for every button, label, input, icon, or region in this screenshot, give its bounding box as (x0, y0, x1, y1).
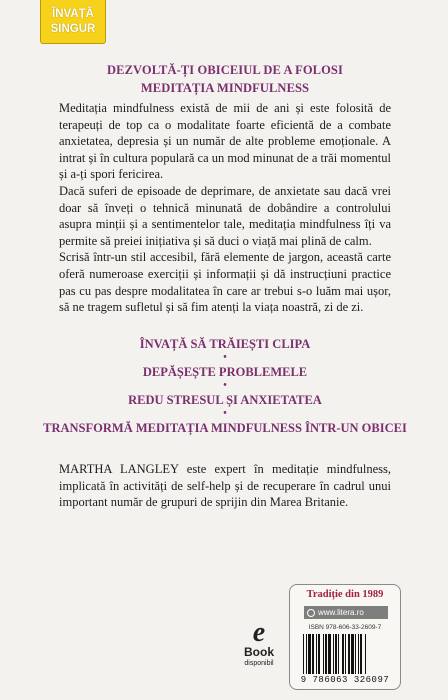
series-badge (40, 0, 106, 44)
publisher-box (289, 584, 401, 690)
barcode-bar (333, 634, 334, 674)
bullet-separator: • (223, 408, 227, 419)
barcode-bar (335, 634, 337, 674)
bullet-separator: • (223, 352, 227, 363)
badge-line-2: SINGUR (50, 22, 96, 35)
heading-line-2: MEDITAȚIA MINDFULNESS (140, 81, 310, 95)
ebook-availability: disponibil (244, 660, 274, 667)
bullet-separator: • (223, 380, 227, 391)
paragraph: Dacă suferi de episoade de deprimare, de anxietate sau dacă vrei doar să înveți o tehnică minunată de dobândire a controlului asupra minții și a sentimentelor tale, meditația mindfulness îți va permite să preiei inițiativa și să duci o viață mai plină de calm. (59, 183, 391, 248)
isbn-text: ISBN 978-606-33-2609-7 (308, 624, 382, 631)
badge-line-1: ÎNVAȚĂ (52, 7, 94, 20)
barcode-bar (312, 634, 314, 674)
barcode-bar (316, 634, 317, 674)
barcode-bar (303, 634, 304, 674)
barcode-bar (342, 634, 344, 674)
barcode-icon (303, 634, 389, 674)
barcode-bar (338, 634, 339, 674)
barcode-bar (360, 634, 362, 674)
description (59, 100, 391, 316)
ebook-label: Book (244, 645, 274, 659)
author-bio (59, 461, 391, 511)
ebook-e-icon: e (252, 617, 266, 648)
feature-item: TRANSFORMĂ MEDITAȚIA MINDFULNESS ÎNTR-UN OBICEI (43, 421, 407, 435)
barcode-bar (323, 634, 324, 674)
barcode-bar (365, 634, 366, 674)
barcode-bar (351, 634, 354, 674)
author-text: MARTHA LANGLEY este expert în meditație mindfulness, implicată în activități de self-help și de recuperare în cadrul unui important număr de grupuri de sprijin din Marea Britanie. (59, 462, 391, 510)
globe-icon (307, 609, 315, 617)
publisher-website (304, 606, 388, 619)
paragraph: Meditația mindfulness există de mii de ani și este folosită de terapeuți de top ca o modalitate foarte eficientă de a combate anxietatea, depresia și un număr de alte probleme emoționale. A intrat și în cultura populară ca un mod minunat de a trăi momentul și a-ți spori fericirea. (59, 101, 391, 182)
barcode-bar (308, 634, 311, 674)
barcode-bar (318, 634, 320, 674)
feature-item: REDU STRESUL ȘI ANXIETATEA (128, 393, 322, 407)
barcode-bar (358, 634, 359, 674)
feature-list (40, 336, 410, 436)
barcode-bar (348, 634, 350, 674)
barcode-bar (355, 634, 356, 674)
barcode-bar (345, 634, 346, 674)
feature-item: DEPĂȘEȘTE PROBLEMELE (142, 365, 308, 379)
barcode-bar (325, 634, 327, 674)
barcode-number: 9 786063 326097 (300, 675, 390, 685)
heading-line-1: DEZVOLTĂ-ȚI OBICEIUL DE A FOLOSI (107, 63, 343, 77)
paragraph: Scrisă într-un stil accesibil, fără elemente de jargon, această carte oferă numeroase exerciții și informații și dă instrucțiuni practice pas cu pas despre modalitatea în care ar trebui s-o luăm mai ușor, să ne tragem sufletul și să fim atenți la viața noastră, zi de zi. (59, 250, 391, 315)
cover-heading (60, 61, 390, 97)
publisher-tradition: Tradiție din 1989 (306, 589, 384, 600)
barcode-bar (328, 634, 331, 674)
ebook-logo (236, 617, 282, 690)
feature-item: ÎNVAȚĂ SĂ TRĂIEȘTI CLIPA (139, 337, 311, 351)
website-text: www.litera.ro (318, 608, 364, 617)
barcode-bar (306, 634, 307, 674)
